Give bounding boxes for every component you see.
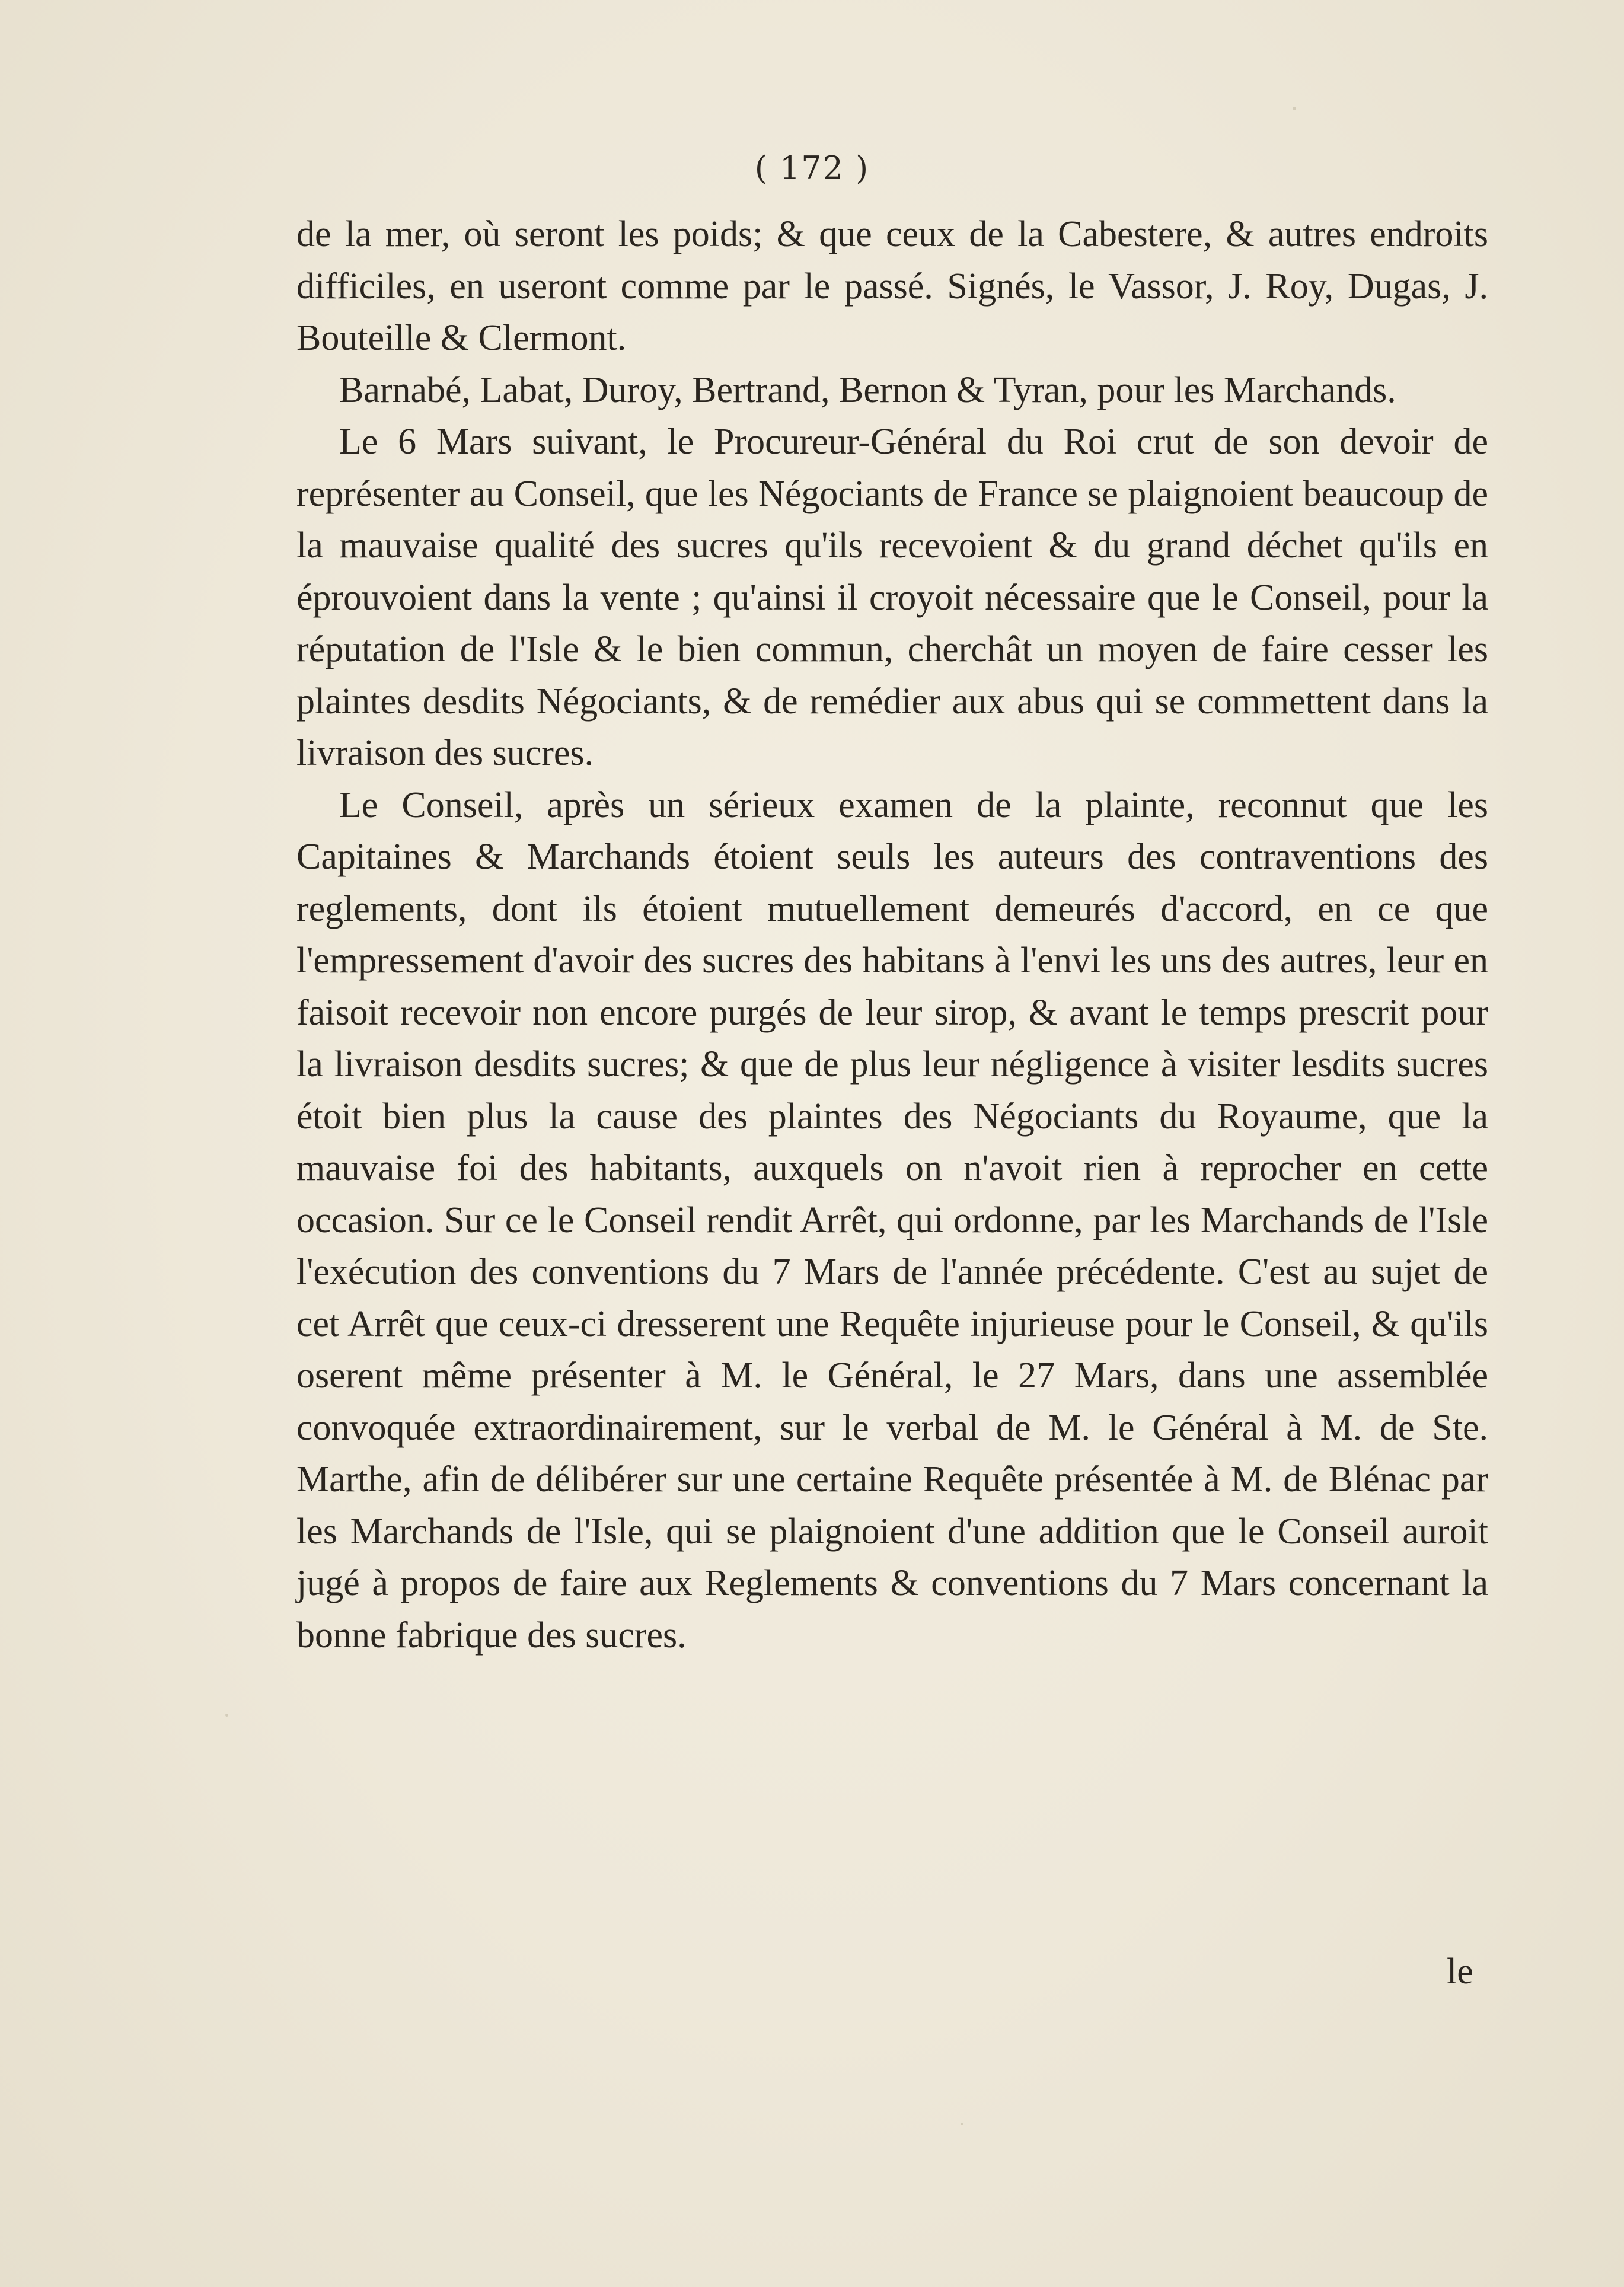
page-number: ( 172 ): [754, 149, 870, 187]
paper-speck: [961, 2123, 963, 2125]
paper-speck: [1293, 107, 1296, 110]
paper-speck: [225, 1714, 228, 1717]
body-text: [296, 209, 1488, 1661]
paragraph-procureur: Le 6 Mars suivant, le Procureur-Général du Roi crut de son devoir de représenter au Conseil, que les Négociants de France se plaignoient beaucoup de la mauvaise qualité des sucres qu'ils recevoient & du grand déchet qu'ils en éprouvoient dans la vente ; qu'ainsi il croyoit nécessaire que le Conseil, pour la réputation de l'Isle & le bien commun, cherchât un moyen de faire cesser les plaintes desdits Négociants, & de remédier aux abus qui se commettent dans la livraison des sucres.: [296, 422, 1488, 773]
paragraph-continuation: de la mer, où seront les poids; & que ceux de la Cabestere, & autres endroits difficiles, en useront comme par le passé. Signés, le Vassor, J. Roy, Dugas, J. Bouteille & Clermont.: [296, 214, 1488, 358]
catchword: le: [1447, 1951, 1473, 1992]
paragraph-signatories: Barnabé, Labat, Duroy, Bertrand, Bernon & Tyran, pour les Marchands.: [339, 369, 1396, 410]
paragraph-conseil: Le Conseil, après un sérieux examen de la plainte, reconnut que les Capitaines & Marchands étoient seuls les auteurs des contraventions des reglements, dont ils étoient mutuellement demeurés d'accord, en ce que l'empressement d'avoir des sucres des habitans à l'envi les uns des autres, leur en faisoit recevoir non encore purgés de leur sirop, & avant le temps prescrit pour la livraison desdits sucres; & que de plus leur négligence à visiter lesdits sucres étoit bien plus la cause des plaintes des Négociants du Royaume, que la mauvaise foi des habitants, auxquels on n'avoit rien à reprocher en cette occasion. Sur ce le Conseil rendit Arrêt, qui ordonne, par les Marchands de l'Isle l'exécution des conventions du 7 Mars de l'année précédente. C'est au sujet de cet Arrêt que ceux-ci dresserent une Requête injurieuse pour le Conseil, & qu'ils oserent même présenter à M. le Général, le 27 Mars, dans une assemblée convoquée extraordinairement, sur le verbal de M. le Général à M. de Ste. Marthe, afin de délibérer sur une certaine Requête présentée à M. de Blénac par les Marchands de l'Isle, qui se plaignoient d'une addition que le Conseil auroit jugé à propos de faire aux Reglements & conventions du 7 Mars concernant la bonne fabrique des sucres.: [296, 784, 1488, 1656]
